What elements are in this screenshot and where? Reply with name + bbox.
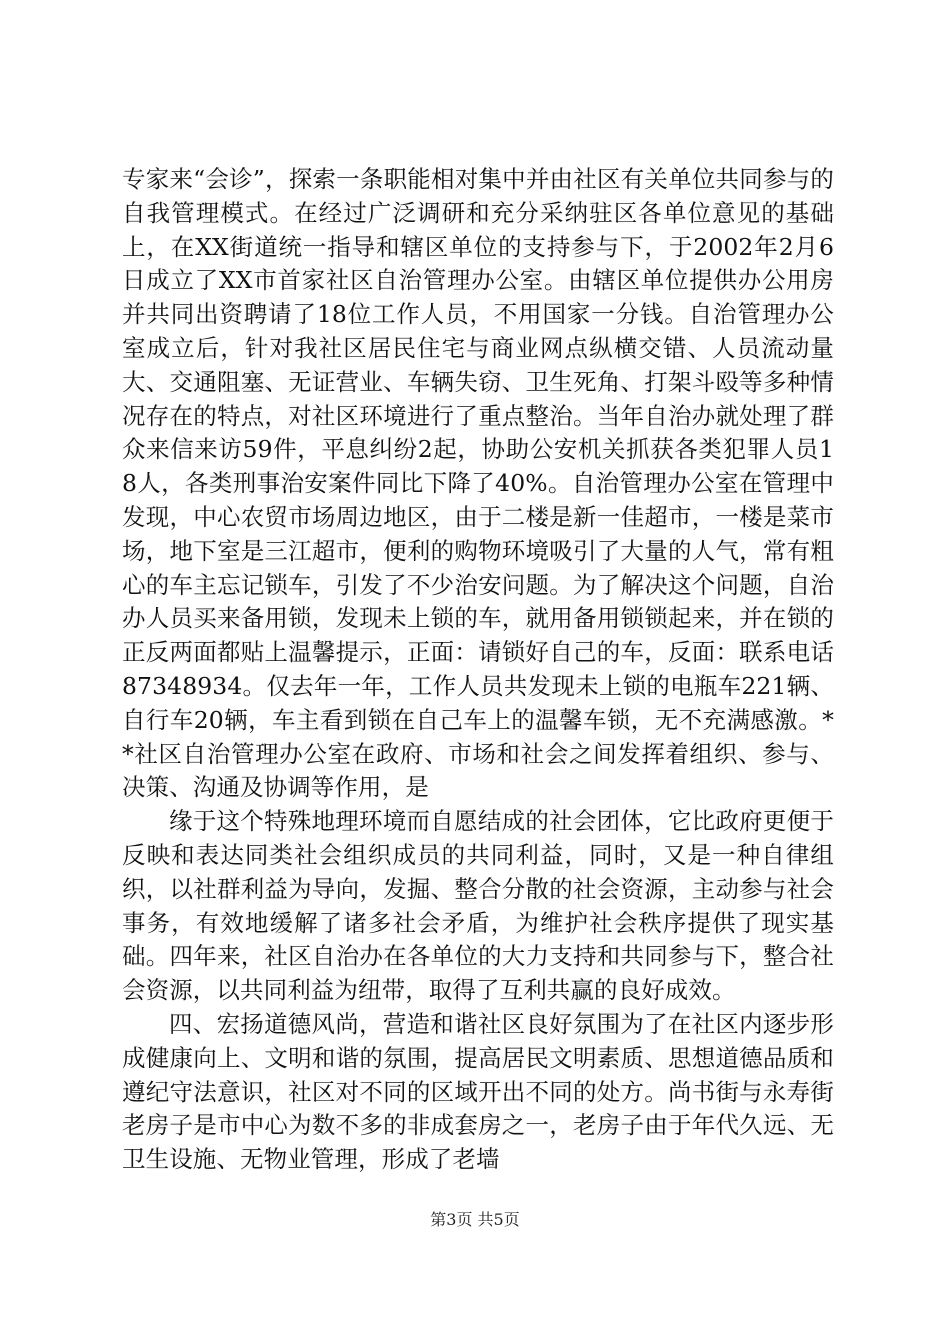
paragraph-2: 缘于这个特殊地理环境而自愿结成的社会团体，它比政府更便于反映和表达同类社会组织成员的共同利益，同时，又是一种自律组织，以社群利益为导向，发掘、整合分散的社会资源，主动参与社会事务，有效地缓解了诸多社会矛盾，为维护社会秩序提供了现实基础。四年来，社区自治办在各单位的大力支持和共同参与下，整合社会资源，以共同利益为纽带，取得了互利共赢的良好成效。	[122, 807, 834, 1005]
paragraph-1: 专家来“会诊”，探索一条职能相对集中并由社区有关单位共同参与的自我管理模式。在经过广泛调研和充分采纳驻区各单位意见的基础上，在XX街道统一指导和辖区单位的支持参与下，于2002年2月6日成立了XX市首家社区自治管理办公室。由辖区单位提供办公用房并共同出资聘请了18位工作人员，不用国家一分钱。自治管理办公室成立后，针对我社区居民住宅与商业网点纵横交错、人员流动量大、交通阻塞、无证营业、车辆失窃、卫生死角、打架斗殴等多种情况存在的特点，对社区环境进行了重点整治。当年自治办就处理了群众来信来访59件，平息纠纷2起，协助公安机关抓获各类犯罪人员18人，各类刑事治安案件同比下降了40%。自治管理办公室在管理中发现，中心农贸市场周边地区，由于二楼是新一佳超市，一楼是菜市场，地下室是三江超市，便利的购物环境吸引了大量的人气，常有粗心的车主忘记锁车，引发了不少治安问题。为了解决这个问题，自治办人员买来备用锁，发现未上锁的车，就用备用锁锁起来，并在锁的正反两面都贴上温馨提示，正面：请锁好自己的车，反面：联系电话87348934。仅去年一年，工作人员共发现未上锁的电瓶车221辆、自行车20辆，车主看到锁在自己车上的温馨车锁，无不充满感激。**社区自治管理办公室在政府、市场和社会之间发挥着组织、参与、决策、沟通及协调等作用，是	[122, 165, 834, 802]
document-body	[122, 163, 834, 1177]
page-footer: 第3页 共5页	[430, 1210, 520, 1229]
paragraph-3: 四、宏扬道德风尚，营造和谐社区良好氛围为了在社区内逐步形成健康向上、文明和谐的氛围，提高居民文明素质、思想道德品质和遵纪守法意识，社区对不同的区域开出不同的处方。尚书街与永寿街老房子是市中心为数不多的非成套房之一，老房子由于年代久远、无卫生设施、无物业管理，形成了老墙	[122, 1009, 834, 1174]
